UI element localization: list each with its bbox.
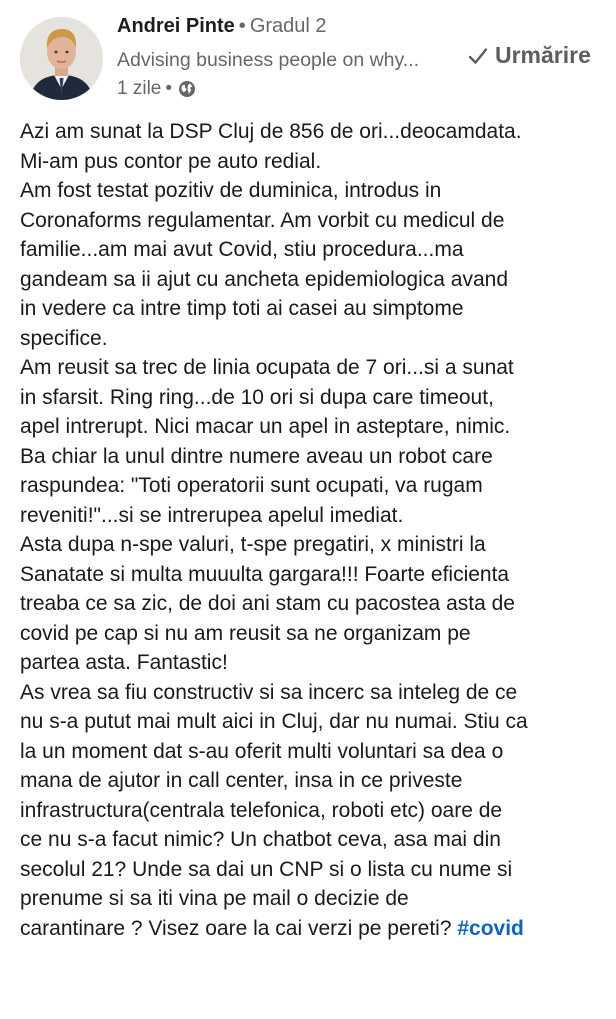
follow-button[interactable] xyxy=(468,36,591,74)
avatar-photo xyxy=(20,17,103,100)
post-line: specifice. xyxy=(20,326,108,350)
post-line: covid pe cap si nu am reusit sa ne organizam pe xyxy=(20,621,471,645)
author-name[interactable]: Andrei Pinte xyxy=(117,15,235,37)
post-line: Sanatate si multa muuulta gargara!!! Foarte eficienta xyxy=(20,562,510,586)
post-line: ce nu s-a facut nimic? Un chatbot ceva, asa mai din xyxy=(20,828,501,851)
post-line-last xyxy=(20,914,610,944)
post-meta xyxy=(117,76,196,102)
post-line: Azi am sunat la DSP Cluj de 856 de ori...deocamdata. xyxy=(20,120,522,143)
post-line: Am fost testat pozitiv de duminica, introdus in xyxy=(20,179,442,202)
post-line: secolul 21? Unde sa dai un CNP si o lista cu nume si xyxy=(20,857,513,881)
post-line: Am reusit sa trec de linia ocupata de 7 ori...si a sunat xyxy=(20,356,514,379)
post-line: infrastructura(centrala telefonica, roboti etc) oare de xyxy=(20,798,503,822)
author-headline[interactable]: Advising business people on why... xyxy=(117,49,420,71)
post-line: Asta dupa n-spe valuri, t-spe pregatiri, x ministri la xyxy=(20,533,486,556)
post-line: in sfarsit. Ring ring...de 10 ori si dupa care timeout, xyxy=(20,385,494,409)
hashtag-link[interactable]: #covid xyxy=(457,916,524,940)
post-text xyxy=(20,117,610,943)
author-separator: • xyxy=(238,15,246,37)
post-line: partea asta. Fantastic! xyxy=(20,651,228,674)
post-line: treaba ce sa zic, de doi ani stam cu pacostea asta de xyxy=(20,592,515,615)
check-icon xyxy=(468,45,488,65)
meta-separator: • xyxy=(165,78,173,99)
post-line: familie...am mai avut Covid, stiu procedura...ma xyxy=(20,238,464,261)
post-line: gandeam sa ii ajut cu ancheta epidemiologica avand xyxy=(20,267,508,291)
post-line: As vrea sa fiu constructiv si sa incerc sa inteleg de ce xyxy=(20,680,518,704)
author-line xyxy=(117,12,327,40)
post-line: prenume si sa iti vina pe mail o decizie de xyxy=(20,887,409,910)
post-line: raspundea: "Toti operatorii sunt ocupati, va rugam xyxy=(20,474,483,497)
connection-degree: Gradul 2 xyxy=(249,15,327,37)
post-time: 1 zile xyxy=(117,78,162,99)
post-line: in vedere ca intre timp toti ai casei au simptome xyxy=(20,297,464,320)
globe-icon xyxy=(178,80,196,98)
post-header xyxy=(0,0,616,110)
avatar[interactable] xyxy=(20,17,103,100)
post-line: apel intrerupt. Nici macar un apel in asteptare, nimic. xyxy=(20,415,511,438)
follow-label: Urmărire xyxy=(495,41,591,68)
post-line: mana de ajutor in call center, insa in ce priveste xyxy=(20,769,463,792)
post-line-last-text: carantinare ? Visez oare la cai verzi pe pereti? xyxy=(20,916,458,940)
post-line: nu s-a putut mai mult aici in Cluj, dar nu numai. Stiu ca xyxy=(20,710,528,733)
post-line: Mi-am pus contor pe auto redial. xyxy=(20,149,322,173)
post-line: Ba chiar la unul dintre numere aveau un robot care xyxy=(20,444,493,468)
post-line: la un moment dat s-au oferit multi voluntari sa dea o xyxy=(20,739,504,763)
post-line: reveniti!"...si se intrerupea apelul imediat. xyxy=(20,503,404,527)
post-line: Coronaforms regulamentar. Am vorbit cu medicul de xyxy=(20,208,505,232)
